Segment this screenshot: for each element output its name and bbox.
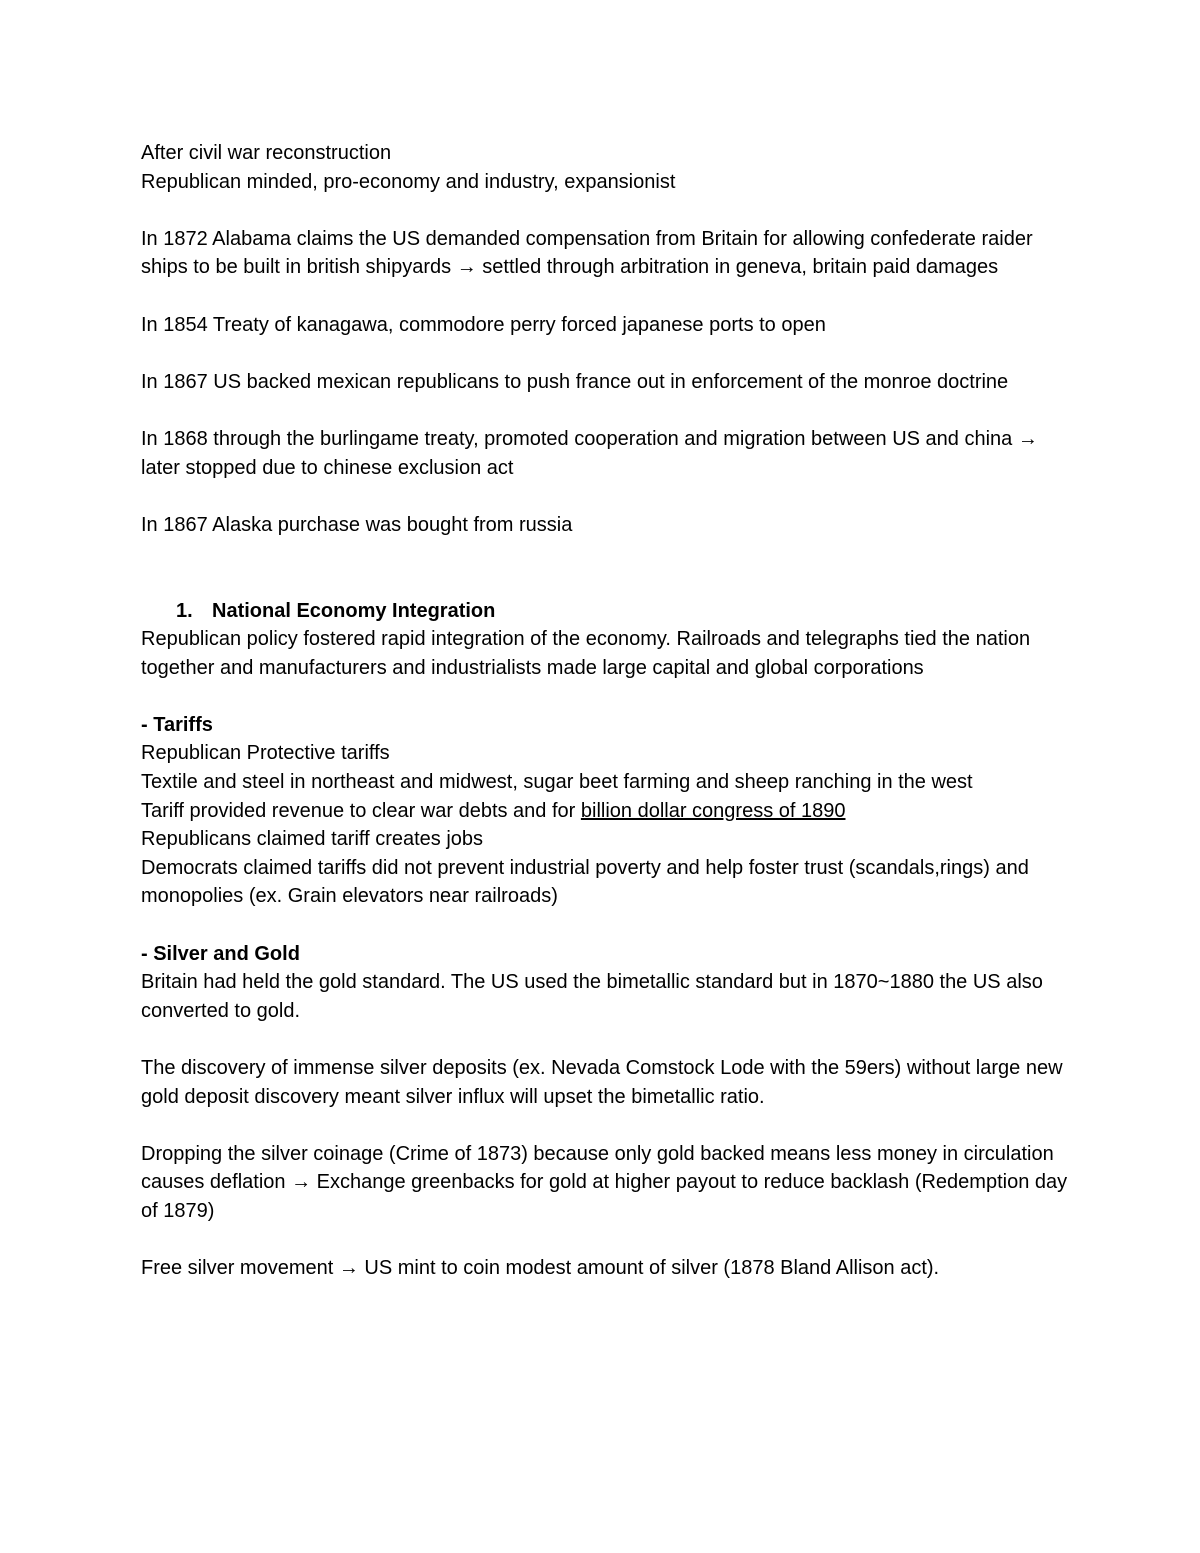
billion-dollar-congress-underlined: billion dollar congress of 1890 [580, 799, 846, 822]
blank-line [141, 396, 1071, 425]
blank-line [141, 196, 1071, 225]
tariffs-line-3-text: Tariff provided revenue to clear war debts and for [141, 799, 581, 822]
silver-gold-heading: - Silver and Gold [141, 942, 300, 965]
blank-line [141, 1226, 1071, 1255]
section-1-title: National Economy Integration [212, 599, 496, 622]
tariffs-line-4: Republicans claimed tariff creates jobs [141, 828, 484, 851]
event-burlingame: In 1868 through the burlingame treaty, promoted cooperation and migration between US and china → later stopped due to chinese exclusion act [141, 427, 1038, 479]
tariffs-line-3 [141, 797, 1071, 826]
silver-gold-para-3: Dropping the silver coinage (Crime of 1873) because only gold backed means less money in circulation causes deflation → Exchange greenbacks for gold at higher payout to reduce backlash (Redemption day of 1879) [141, 1142, 1068, 1222]
blank-line [141, 568, 1071, 597]
tariffs-heading: - Tariffs [141, 713, 213, 736]
blank-line [141, 911, 1071, 940]
event-alabama: In 1872 Alabama claims the US demanded compensation from Britain for allowing confederate raider ships to be built in british shipyards → settled through arbitration in geneva, britain paid damages [141, 227, 1033, 279]
event-alaska: In 1867 Alaska purchase was bought from russia [141, 513, 573, 536]
event-mexico: In 1867 US backed mexican republicans to push france out in enforcement of the monroe doctrine [141, 370, 1009, 393]
event-kanagawa: In 1854 Treaty of kanagawa, commodore perry forced japanese ports to open [141, 313, 826, 336]
blank-line [141, 482, 1071, 511]
intro-line-1: After civil war reconstruction [141, 142, 392, 164]
blank-line [141, 282, 1071, 311]
silver-gold-para-2: The discovery of immense silver deposits (ex. Nevada Comstock Lode with the 59ers) without large new gold deposit discovery meant silver influx will upset the bimetallic ratio. [141, 1057, 1063, 1108]
tariffs-line-5: Democrats claimed tariffs did not prevent industrial poverty and help foster trust (scandals,rings) and monopolies (ex. Grain elevators near railroads) [141, 856, 1029, 908]
document-page [141, 139, 1071, 1283]
section-1-heading [141, 597, 1071, 626]
blank-line [141, 1111, 1071, 1140]
blank-line [141, 539, 1071, 568]
silver-gold-para-1: Britain had held the gold standard. The US used the bimetallic standard but in 1870~1880 the US also converted to gold. [141, 971, 1043, 1022]
tariffs-line-1: Republican Protective tariffs [141, 742, 390, 765]
tariffs-line-2: Textile and steel in northeast and midwest, sugar beet farming and sheep ranching in the west [141, 771, 973, 794]
blank-line [141, 1025, 1071, 1054]
silver-gold-para-4: Free silver movement → US mint to coin modest amount of silver (1878 Bland Allison act). [141, 1257, 940, 1280]
blank-line [141, 339, 1071, 368]
intro-line-2: Republican minded, pro-economy and industry, expansionist [141, 170, 676, 193]
section-1-number: 1. [176, 599, 193, 622]
blank-line [141, 682, 1071, 711]
section-1-body: Republican policy fostered rapid integration of the economy. Railroads and telegraphs tied the nation together and manufacturers and industrialists made large capital and global corporations [141, 628, 1031, 679]
